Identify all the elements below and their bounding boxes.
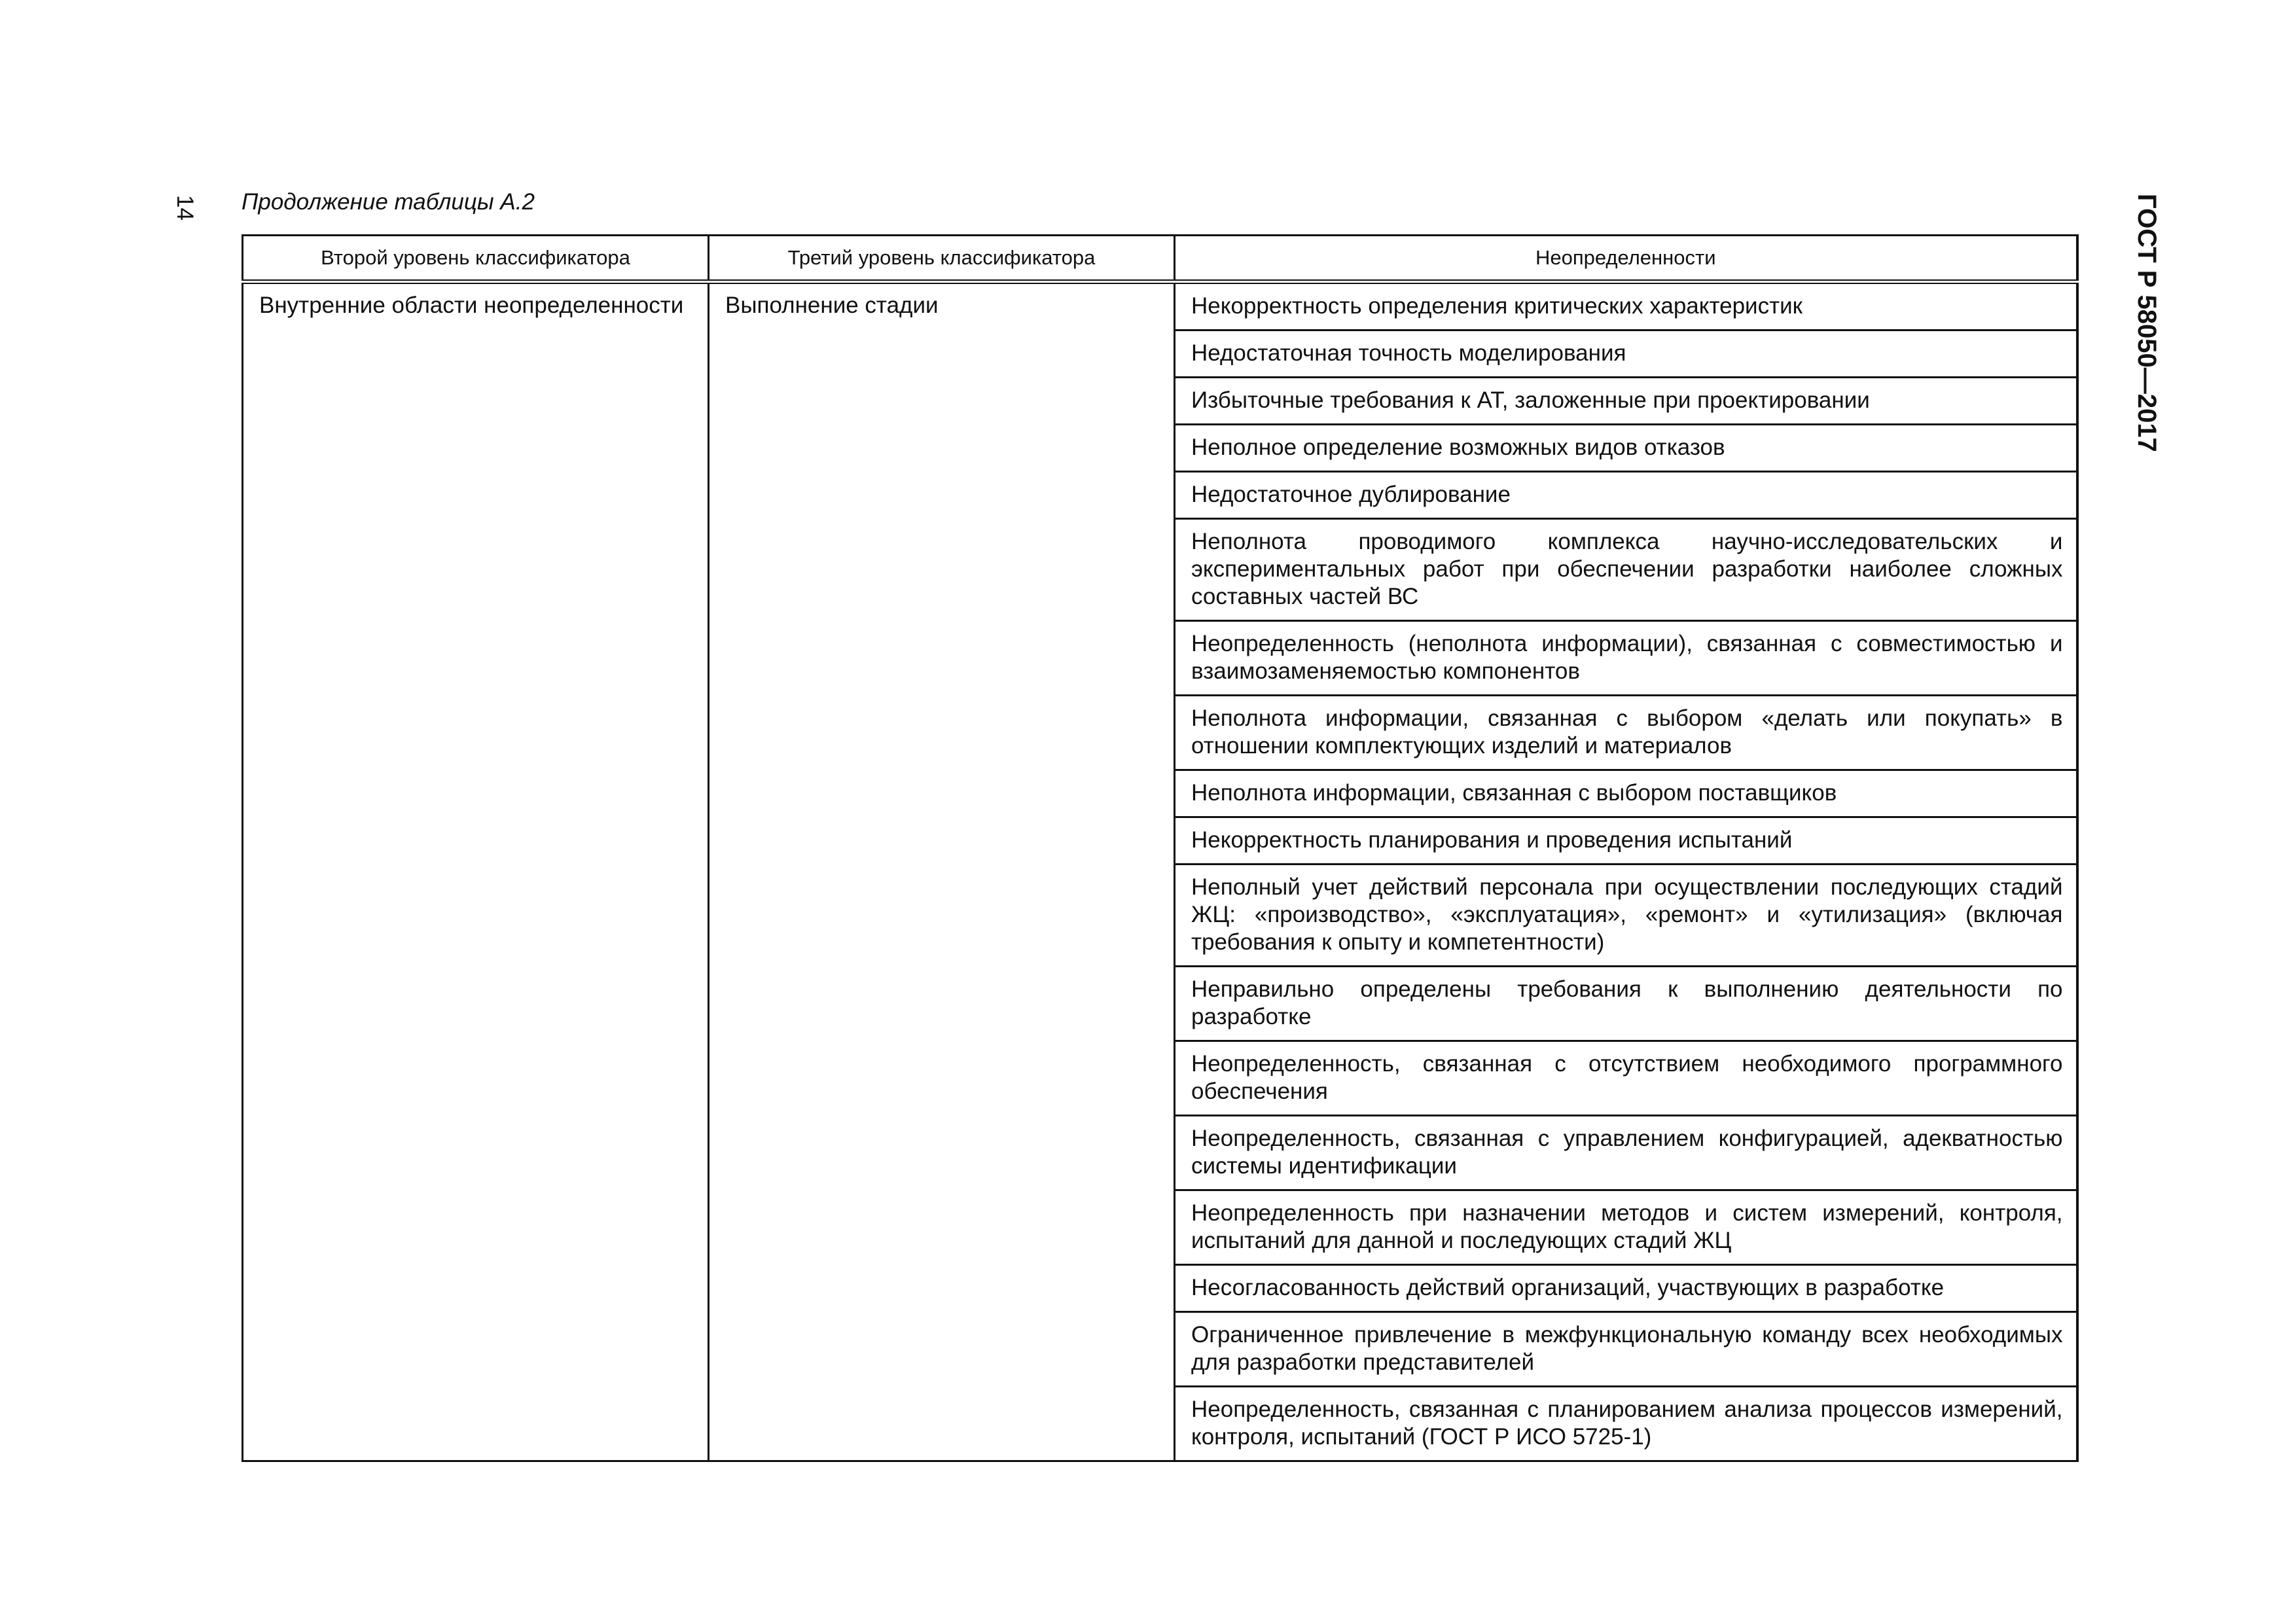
table-header: [243, 236, 2077, 282]
uncertainty-item: Ограниченное привлечение в межфункциональную команду всех необходимых для разработки представителей: [1175, 1311, 2076, 1385]
uncertainty-item: Неполнота информации, связанная с выбором поставщиков: [1175, 769, 2076, 816]
table-body: [243, 282, 2077, 1461]
uncertainty-item: Недостаточное дублирование: [1175, 471, 2076, 518]
header-third-level: Третий уровень классификатора: [709, 236, 1175, 282]
uncertainty-item: Некорректность планирования и проведения испытаний: [1175, 816, 2076, 863]
document-id: ГОСТ Р 58050—2017: [2132, 194, 2161, 452]
uncertainty-list: [1175, 284, 2076, 1460]
uncertainty-item: Неопределенность (неполнота информации), связанная с совместимостью и взаимозаменяемостью компонентов: [1175, 620, 2076, 694]
table-caption: Продолжение таблицы А.2: [242, 189, 535, 215]
second-level-cell: Внутренние области неопределенности: [243, 282, 709, 1461]
page-number: 14: [172, 195, 198, 221]
third-level-cell: Выполнение стадии: [709, 282, 1175, 1461]
uncertainty-item: Некорректность определения критических характеристик: [1191, 293, 1803, 319]
table-row: [243, 282, 2077, 1461]
uncertainty-item: Несогласованность действий организаций, участвующих в разработке: [1175, 1264, 2076, 1311]
uncertainty-item: Неопределенность, связанная с отсутствием необходимого программного обеспечения: [1175, 1040, 2076, 1115]
header-row: [243, 236, 2077, 282]
uncertainty-item: Недостаточная точность моделирования: [1175, 329, 2076, 376]
uncertainty-item: Неопределенность, связанная с планированием анализа процессов измерений, контроля, испытаний (ГОСТ Р ИСО 5725-1): [1175, 1385, 2076, 1460]
uncertainty-item: Неполнота информации, связанная с выбором «делать или покупать» в отношении комплектующих изделий и материалов: [1175, 694, 2076, 769]
uncertainty-item: Неполное определение возможных видов отказов: [1175, 423, 2076, 471]
uncertainty-table: [242, 234, 2079, 1462]
header-uncertainties: Неопределенности: [1175, 236, 2077, 282]
uncertainties-cell: [1175, 282, 2077, 1461]
uncertainty-item: Неполнота проводимого комплекса научно-исследовательских и экспериментальных работ при обеспечении разработки наиболее сложных составных частей ВС: [1175, 518, 2076, 620]
uncertainty-item: Избыточные требования к АТ, заложенные при проектировании: [1175, 376, 2076, 423]
uncertainty-item: Неопределенность при назначении методов и систем измерений, контроля, испытаний для данной и последующих стадий ЖЦ: [1175, 1189, 2076, 1264]
header-second-level: Второй уровень классификатора: [243, 236, 709, 282]
uncertainty-item: Неправильно определены требования к выполнению деятельности по разработке: [1175, 965, 2076, 1040]
uncertainty-item: Неопределенность, связанная с управлением конфигурацией, адекватностью системы идентификации: [1175, 1115, 2076, 1189]
uncertainty-item: Неполный учет действий персонала при осуществлении последующих стадий ЖЦ: «производство», «эксплуатация», «ремонт» и «утилизация» (включая требования к опыту и компетентности): [1175, 863, 2076, 965]
